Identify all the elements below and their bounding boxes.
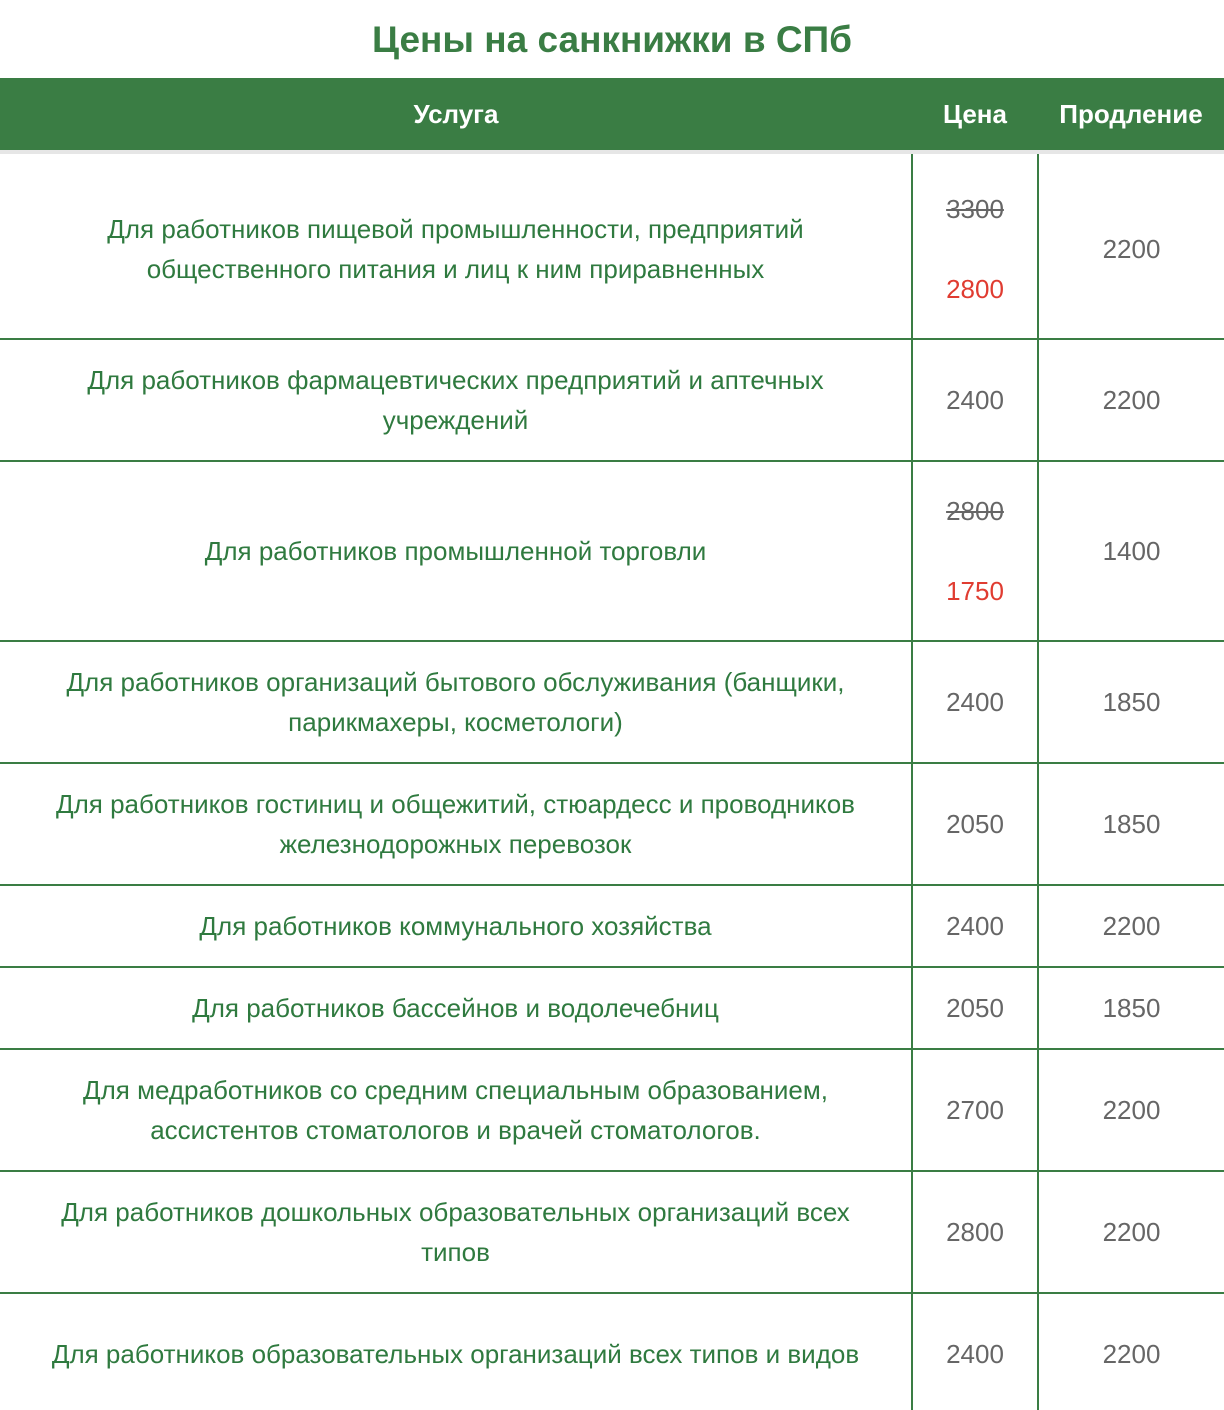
price-cell: 2700 bbox=[912, 1049, 1038, 1171]
price-cell: 2800 bbox=[912, 1171, 1038, 1293]
page-title: Цены на санкнижки в СПб bbox=[371, 19, 853, 60]
table-row bbox=[0, 641, 1224, 763]
table-spacer bbox=[0, 152, 1224, 160]
service-cell: Для работников пищевой промышленности, предприятий общественного питания и лиц к ним приравненных bbox=[0, 160, 912, 339]
service-cell: Для работников фармацевтических предприятий и аптечных учреждений bbox=[0, 339, 912, 461]
table-body bbox=[0, 152, 1224, 1410]
spacer-cell bbox=[1038, 152, 1224, 160]
header-service: Услуга bbox=[0, 78, 912, 152]
service-cell: Для работников промышленной торговли bbox=[0, 461, 912, 641]
table-row bbox=[0, 885, 1224, 967]
price-cell: 2400 bbox=[912, 1293, 1038, 1410]
price-cell bbox=[912, 160, 1038, 339]
renewal-cell: 2200 bbox=[1038, 339, 1224, 461]
renewal-cell: 2200 bbox=[1038, 160, 1224, 339]
price-cell: 2400 bbox=[912, 641, 1038, 763]
renewal-cell: 2200 bbox=[1038, 1049, 1224, 1171]
sale-price: 2800 bbox=[946, 274, 1004, 304]
price-cell: 2050 bbox=[912, 763, 1038, 885]
service-cell: Для медработников со средним специальным образованием, ассистентов стоматологов и врачей стоматологов. bbox=[0, 1049, 912, 1171]
table-header bbox=[0, 78, 1224, 152]
table-row bbox=[0, 1293, 1224, 1410]
renewal-cell: 1850 bbox=[1038, 641, 1224, 763]
service-cell: Для работников дошкольных образовательных организаций всех типов bbox=[0, 1171, 912, 1293]
renewal-cell: 2200 bbox=[1038, 885, 1224, 967]
renewal-cell: 1400 bbox=[1038, 461, 1224, 641]
price-cell: 2050 bbox=[912, 967, 1038, 1049]
table-row bbox=[0, 967, 1224, 1049]
price-cell bbox=[912, 461, 1038, 641]
price-cell: 2400 bbox=[912, 339, 1038, 461]
service-cell: Для работников гостиниц и общежитий, стюардесс и проводников железнодорожных перевозок bbox=[0, 763, 912, 885]
header-row bbox=[0, 78, 1224, 152]
old-price: 2800 bbox=[946, 496, 1004, 526]
header-price: Цена bbox=[912, 78, 1038, 152]
table-row bbox=[0, 461, 1224, 641]
service-cell: Для работников организаций бытового обслуживания (банщики, парикмахеры, косметологи) bbox=[0, 641, 912, 763]
renewal-cell: 1850 bbox=[1038, 967, 1224, 1049]
spacer-cell bbox=[0, 152, 912, 160]
sale-price: 1750 bbox=[946, 576, 1004, 606]
table-row bbox=[0, 160, 1224, 339]
table-row bbox=[0, 339, 1224, 461]
price-cell: 2400 bbox=[912, 885, 1038, 967]
spacer-cell bbox=[912, 152, 1038, 160]
renewal-cell: 2200 bbox=[1038, 1171, 1224, 1293]
table-row bbox=[0, 763, 1224, 885]
service-cell: Для работников коммунального хозяйства bbox=[0, 885, 912, 967]
table-row bbox=[0, 1049, 1224, 1171]
service-cell: Для работников бассейнов и водолечебниц bbox=[0, 967, 912, 1049]
price-table bbox=[0, 78, 1224, 1410]
header-renewal: Продление bbox=[1038, 78, 1224, 152]
table-row bbox=[0, 1171, 1224, 1293]
service-cell: Для работников образовательных организаций всех типов и видов bbox=[51, 1339, 860, 1369]
renewal-cell: 1850 bbox=[1038, 763, 1224, 885]
renewal-cell: 2200 bbox=[1102, 1339, 1161, 1369]
old-price: 3300 bbox=[946, 194, 1004, 224]
